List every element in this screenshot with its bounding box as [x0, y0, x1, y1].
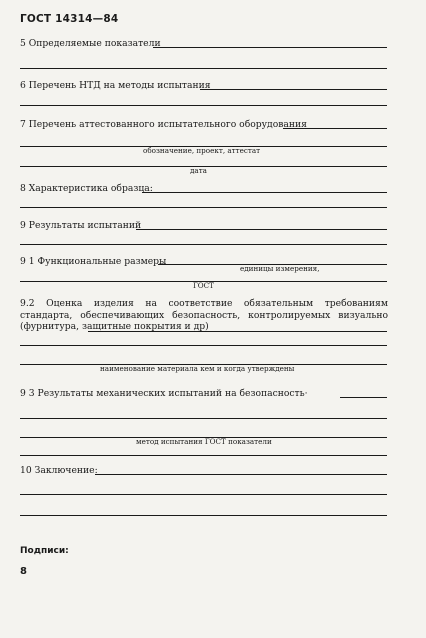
item-93-line-3 [20, 455, 387, 456]
item-6-fill-line [200, 89, 387, 90]
item-93-caption: метод испытания ГОСТ показатели [136, 437, 272, 446]
item-9-line [20, 244, 387, 245]
item-10-fill-line [95, 474, 387, 475]
item-92-fill-line [88, 331, 387, 332]
signatures-label: Подписи: [20, 546, 69, 556]
item-5-label: 5 Определяемые показатели [20, 38, 161, 49]
item-8-line [20, 207, 387, 208]
item-10-label: 10 Заключение: [20, 465, 98, 476]
item-7-caption-2: дата [190, 166, 207, 175]
item-93-label: 9 3 Результаты механических испытаний на безопасность· [20, 388, 308, 399]
item-92-caption: наименование материала кем и когда утверждены [100, 364, 295, 373]
item-7-label: 7 Перечень аттестованного испытательного оборудования [20, 119, 307, 130]
item-91-caption-2: ГОСТ [193, 281, 214, 290]
item-93-line [20, 418, 387, 419]
item-91-caption: единицы измерения, [240, 264, 320, 273]
item-9-label: 9 Результаты испытаний [20, 220, 142, 231]
item-93-fill-line [340, 397, 387, 398]
item-10-line-2 [20, 515, 387, 516]
item-7-caption: обозначение, проект, аттестат [143, 146, 261, 155]
item-92-line [20, 345, 387, 346]
item-9-fill-line [136, 229, 387, 230]
item-91-label: 9 1 Функциональные размеры [20, 256, 167, 267]
item-5-line [20, 68, 387, 69]
item-7-fill-line [283, 128, 387, 129]
item-5-fill-line [153, 47, 387, 48]
item-8-fill-line [142, 192, 387, 193]
page-number: 8 [20, 566, 27, 577]
item-10-line [20, 494, 387, 495]
item-8-label: 8 Характеристика образца: [20, 183, 153, 194]
item-92-paragraph: 9.2 Оценка изделия на соответствие обязательным требованиям стандарта, обеспечивающих безопасность, контролируемых визуально (фурнитура, защитные покрытия и др) [20, 298, 388, 332]
item-6-line [20, 105, 387, 106]
standard-header: ГОСТ 14314—84 [20, 13, 119, 25]
item-6-label: 6 Перечень НТД на методы испытания [20, 80, 211, 91]
